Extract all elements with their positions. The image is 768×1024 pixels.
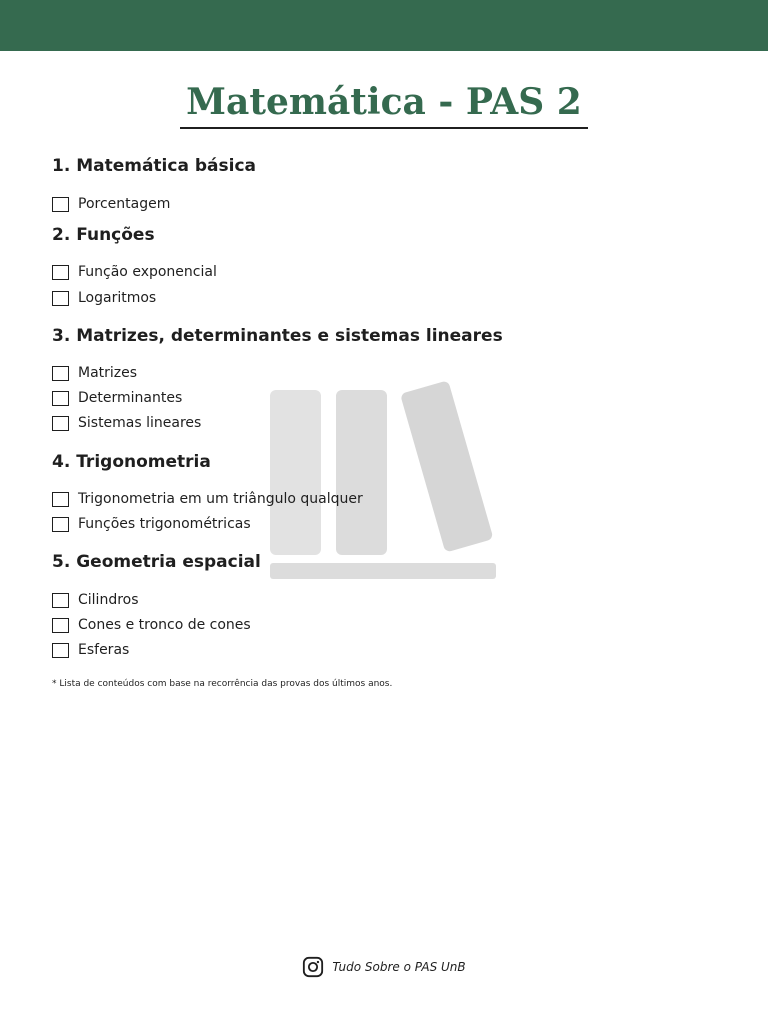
item-label: Logaritmos [78,290,157,306]
checklist-item[interactable] [52,288,156,308]
checklist-item[interactable] [52,489,363,509]
checklist-item[interactable] [52,640,129,660]
checkbox[interactable] [52,593,69,608]
section-heading-geometria-espacial: 5. Geometria espacial [52,552,261,572]
checklist-item[interactable] [52,514,251,534]
section-heading-funcoes: 2. Funções [52,225,155,245]
checklist-item[interactable] [52,363,137,383]
header-bar [0,0,768,51]
checkbox[interactable] [52,391,69,406]
item-label: Esferas [78,642,130,658]
checkbox[interactable] [52,643,69,658]
section-heading-matematica-basica: 1. Matemática básica [52,156,256,176]
books-watermark-icon [265,380,505,585]
item-label: Função exponencial [78,264,217,280]
footer [0,954,768,980]
checklist-item[interactable] [52,413,201,433]
checkbox[interactable] [52,366,69,381]
checkbox[interactable] [52,618,69,633]
checkbox[interactable] [52,265,69,280]
checklist-item[interactable] [52,194,170,214]
item-label: Sistemas lineares [78,415,202,431]
section-heading-matrizes: 3. Matrizes, determinantes e sistemas lineares [52,326,503,346]
item-label: Determinantes [78,390,183,406]
footnote: * Lista de conteúdos com base na recorrência das provas dos últimos anos. [52,679,393,689]
checkbox[interactable] [52,197,69,212]
item-label: Trigonometria em um triângulo qualquer [78,491,363,507]
checklist-item[interactable] [52,262,217,282]
page-title: Matemática - PAS 2 [186,81,582,123]
section-heading-trigonometria: 4. Trigonometria [52,452,211,472]
instagram-icon[interactable] [302,956,324,978]
item-label: Porcentagem [78,196,171,212]
checkbox[interactable] [52,517,69,532]
item-label: Matrizes [78,365,138,381]
footer-label[interactable]: Tudo Sobre o PAS UnB [332,960,466,974]
item-label: Cilindros [78,592,139,608]
checkbox[interactable] [52,291,69,306]
item-label: Cones e tronco de cones [78,617,251,633]
title-underline [180,127,588,129]
checklist-item[interactable] [52,388,182,408]
checklist-item[interactable] [52,590,139,610]
checkbox[interactable] [52,416,69,431]
item-label: Funções trigonométricas [78,516,251,532]
checkbox[interactable] [52,492,69,507]
checklist-item[interactable] [52,615,251,635]
